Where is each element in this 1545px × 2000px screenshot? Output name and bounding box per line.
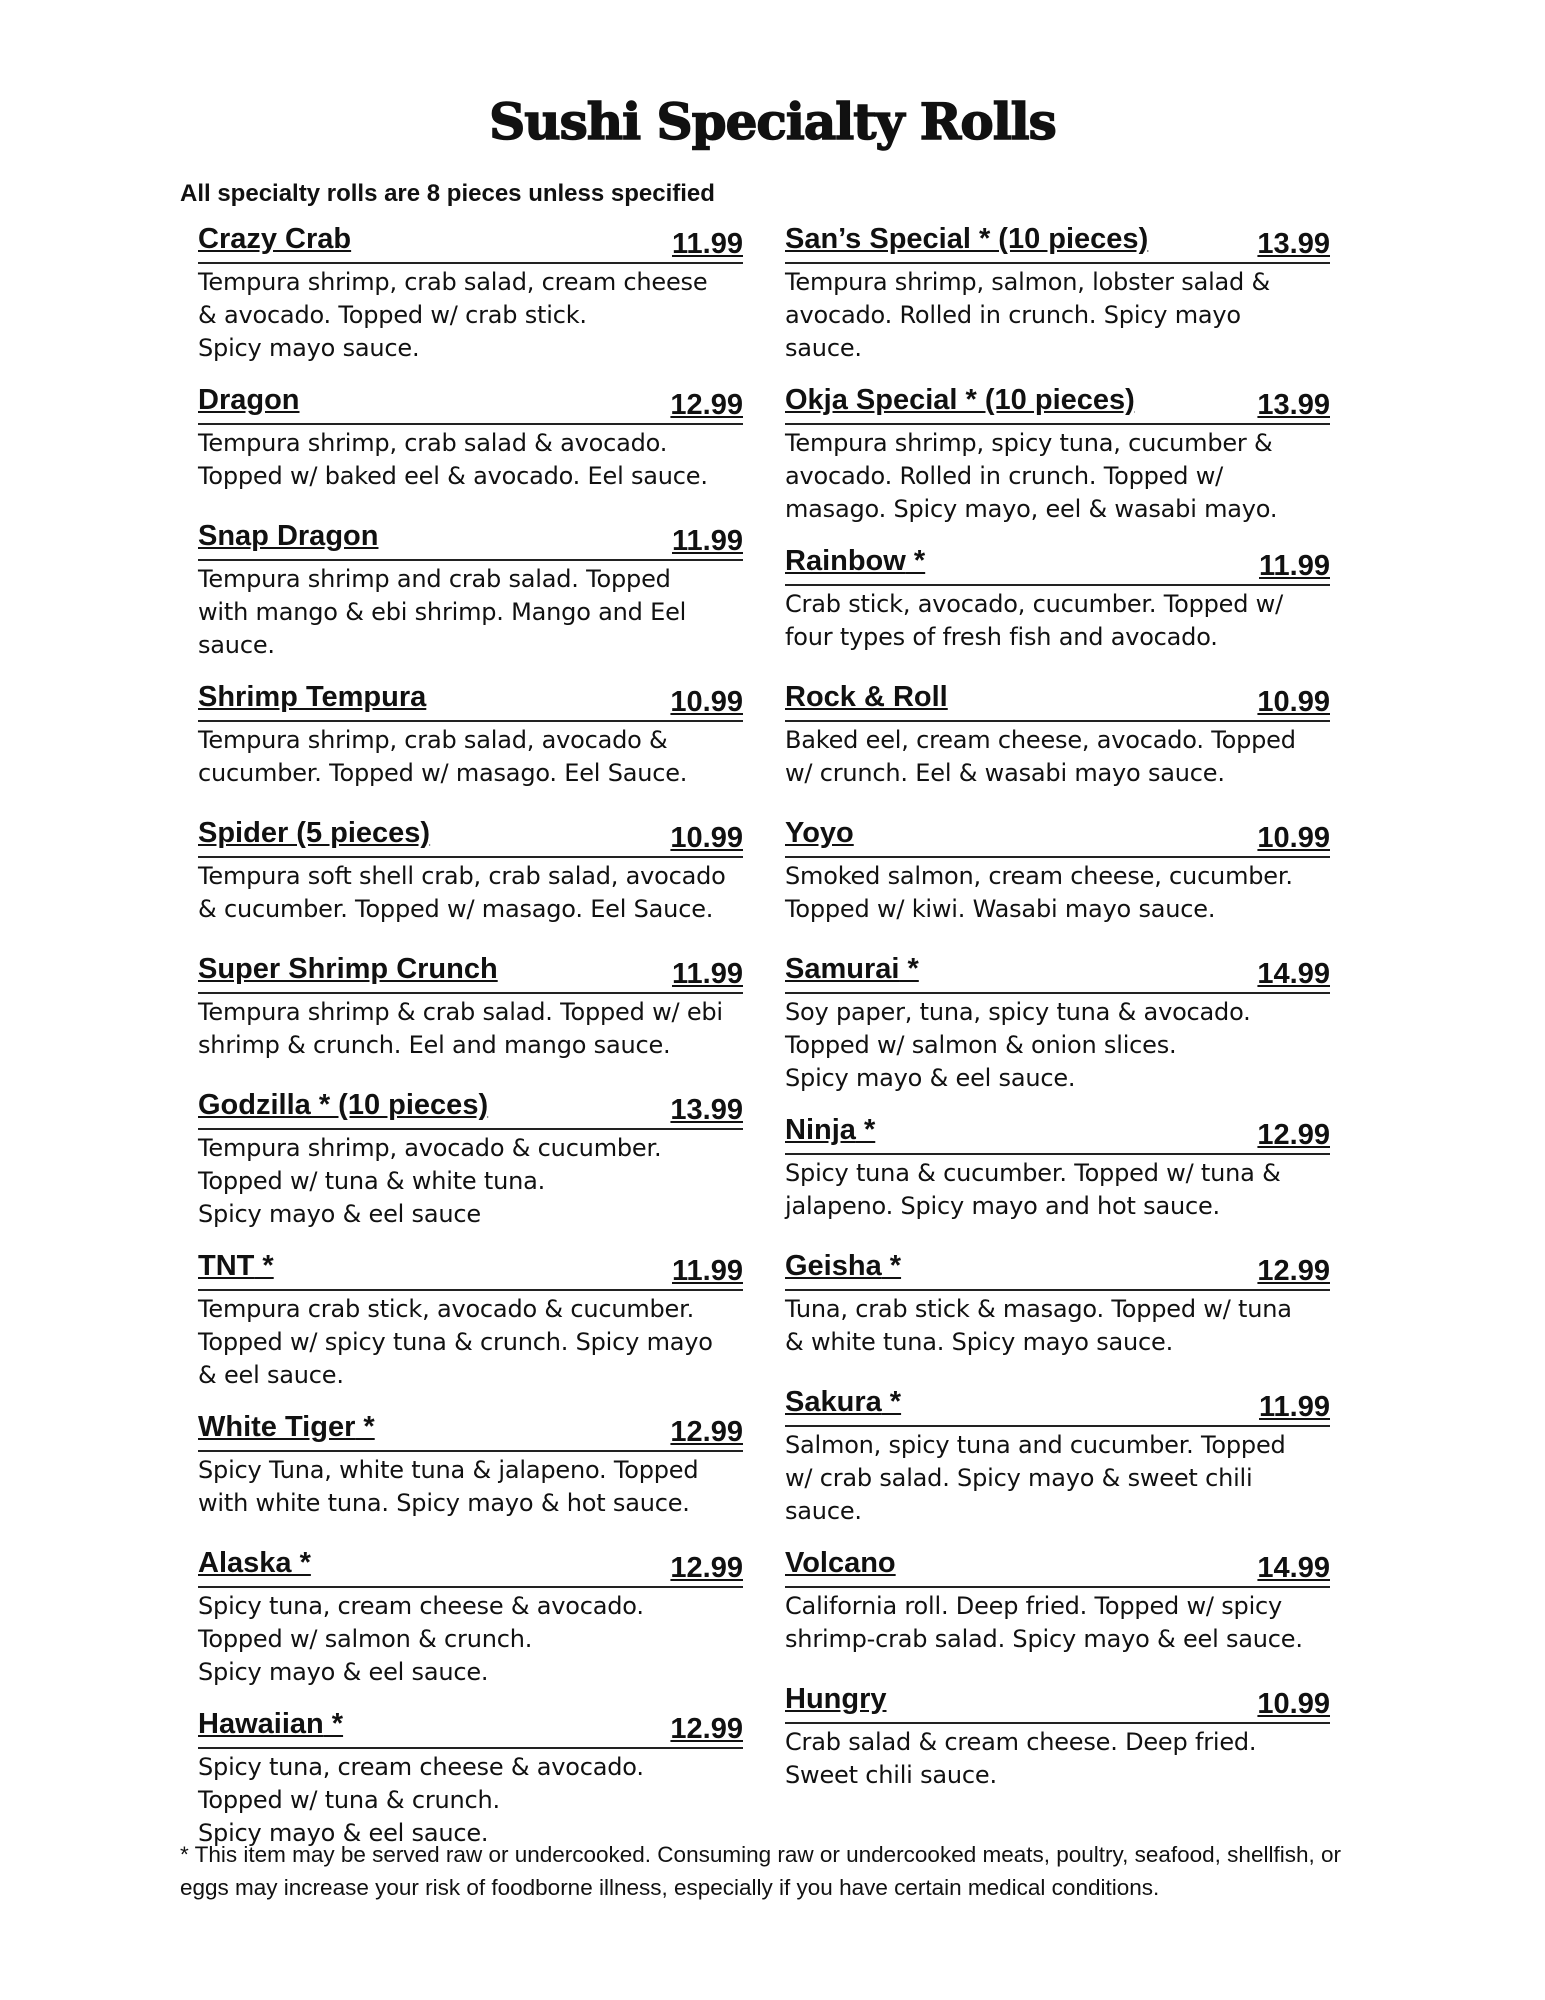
- menu-title: Sushi Specialty Rolls: [489, 92, 1056, 151]
- menu-item-description: Soy paper, tuna, spicy tuna & avocado. Topped w/ salmon & onion slices. Spicy mayo & eel sauce.: [785, 998, 1251, 1092]
- menu-item: [198, 817, 743, 926]
- menu-item-title: [198, 1409, 375, 1450]
- menu-item-name: Geisha: [785, 1250, 882, 1282]
- menu-subtitle: All specialty rolls are 8 pieces unless specified: [180, 180, 715, 207]
- menu-item-price: 13.99: [1257, 389, 1330, 421]
- raw-item-marker: *: [881, 1250, 902, 1282]
- menu-item-name: Okja Special * (10 pieces): [785, 384, 1135, 416]
- menu-item: [198, 1708, 743, 1850]
- menu-item-title: [785, 543, 925, 584]
- menu-item: [785, 545, 1330, 654]
- menu-item-description: Tempura shrimp, crab salad, cream cheese & avocado. Topped w/ crab stick. Spicy mayo sauce.: [198, 268, 708, 362]
- menu-item: [785, 1547, 1330, 1656]
- menu-item-name: Rock & Roll: [785, 681, 948, 713]
- menu-item-price: 10.99: [1257, 822, 1330, 854]
- menu-item-description: Smoked salmon, cream cheese, cucumber. Topped w/ kiwi. Wasabi mayo sauce.: [785, 862, 1293, 923]
- raw-item-marker: *: [355, 1411, 375, 1443]
- menu-item-description: Tempura shrimp, crab salad & avocado. Topped w/ baked eel & avocado. Eel sauce.: [198, 429, 708, 490]
- menu-item-header: [198, 681, 743, 722]
- menu-item-price: 14.99: [1257, 1552, 1330, 1584]
- menu-item-header: [785, 681, 1330, 722]
- menu-item-description: California roll. Deep fried. Topped w/ spicy shrimp-crab salad. Spicy mayo & eel sauce.: [785, 1592, 1303, 1653]
- menu-item-price: 12.99: [1257, 1119, 1330, 1151]
- menu-item-description: Tempura shrimp, salmon, lobster salad & avocado. Rolled in crunch. Spicy mayo sauce.: [785, 268, 1271, 362]
- menu-item-price: 11.99: [672, 525, 743, 557]
- menu-item-description: Spicy Tuna, white tuna & jalapeno. Topped with white tuna. Spicy mayo & hot sauce.: [198, 1456, 699, 1517]
- menu-item-header: [198, 1708, 743, 1749]
- menu-item-title: [198, 1706, 343, 1747]
- menu-item-price: 11.99: [672, 228, 743, 260]
- menu-item-price: 12.99: [670, 1552, 743, 1584]
- menu-item-name: Alaska: [198, 1547, 292, 1579]
- menu-item: [198, 681, 743, 790]
- menu-item-title: [198, 951, 498, 992]
- menu-item: [198, 1089, 743, 1231]
- menu-item-header: [785, 1386, 1330, 1427]
- raw-item-marker: *: [881, 1386, 902, 1418]
- menu-item-name: TNT: [198, 1250, 255, 1282]
- menu-item-title: [785, 1384, 901, 1425]
- menu-item-price: 12.99: [670, 1416, 743, 1448]
- menu-item-name: Crazy Crab: [198, 223, 352, 255]
- raw-item-marker: *: [905, 545, 926, 577]
- menu-item-header: [198, 1250, 743, 1291]
- menu-item-price: 11.99: [1259, 550, 1330, 582]
- menu-item-header: [785, 1250, 1330, 1291]
- menu-item-header: [198, 520, 743, 561]
- menu-item-name: Spider (5 pieces): [198, 817, 431, 849]
- menu-item: [785, 1683, 1330, 1792]
- menu-item-header: [198, 953, 743, 994]
- menu-item-description: Tuna, crab stick & masago. Topped w/ tuna & white tuna. Spicy mayo sauce.: [785, 1295, 1292, 1356]
- menu-item-description: Tempura soft shell crab, crab salad, avocado & cucumber. Topped w/ masago. Eel Sauce.: [198, 862, 726, 923]
- menu-item-title: [198, 679, 426, 720]
- menu-item-price: 11.99: [672, 1255, 743, 1287]
- menu-item-name: Samurai: [785, 953, 900, 985]
- menu-item-name: Super Shrimp Crunch: [198, 953, 498, 985]
- menu-item-title: [785, 221, 1148, 262]
- menu-item-header: [785, 817, 1330, 858]
- menu-item-name: Rainbow: [785, 545, 906, 577]
- menu-item: [198, 953, 743, 1062]
- raw-item-marker: *: [291, 1547, 311, 1579]
- menu-item-description: Spicy tuna & cucumber. Topped w/ tuna & jalapeno. Spicy mayo and hot sauce.: [785, 1159, 1281, 1220]
- menu-item-header: [198, 223, 743, 264]
- menu-item-description: Tempura shrimp, crab salad, avocado & cucumber. Topped w/ masago. Eel Sauce.: [198, 726, 688, 787]
- right-menu-column: [785, 223, 1330, 1822]
- menu-item-header: [198, 817, 743, 858]
- left-menu-column: [198, 223, 743, 1872]
- menu-item-description: Salmon, spicy tuna and cucumber. Topped w/ crab salad. Spicy mayo & sweet chili sauce.: [785, 1431, 1286, 1525]
- menu-item-name: Godzilla * (10 pieces): [198, 1089, 489, 1121]
- menu-item-name: Yoyo: [785, 817, 854, 849]
- menu-item-description: Crab salad & cream cheese. Deep fried. Sweet chili sauce.: [785, 1728, 1257, 1789]
- raw-item-marker: *: [899, 953, 919, 985]
- menu-item-price: 10.99: [670, 822, 743, 854]
- raw-item-marker: *: [254, 1250, 274, 1282]
- menu-item-header: [785, 1114, 1330, 1155]
- menu-item: [198, 1547, 743, 1689]
- menu-item: [785, 1250, 1330, 1359]
- menu-item-name: White Tiger: [198, 1411, 356, 1443]
- raw-item-marker: *: [855, 1114, 876, 1146]
- menu-item-title: [198, 815, 430, 856]
- menu-item-price: 10.99: [670, 686, 743, 718]
- menu-item: [785, 384, 1330, 526]
- menu-item-title: [198, 221, 351, 262]
- menu-item-title: [785, 382, 1135, 423]
- menu-item-price: 10.99: [1257, 1688, 1330, 1720]
- menu-item: [785, 817, 1330, 926]
- menu-item-title: [785, 1248, 901, 1289]
- menu-item-name: Shrimp Tempura: [198, 681, 427, 713]
- menu-item-header: [785, 223, 1330, 264]
- menu-item-description: Baked eel, cream cheese, avocado. Topped w/ crunch. Eel & wasabi mayo sauce.: [785, 726, 1296, 787]
- menu-item: [198, 520, 743, 662]
- menu-item-price: 12.99: [670, 389, 743, 421]
- menu-item: [198, 384, 743, 493]
- menu-item-name: Dragon: [198, 384, 300, 416]
- menu-item-header: [198, 1547, 743, 1588]
- menu-item: [785, 681, 1330, 790]
- menu-item-header: [198, 384, 743, 425]
- menu-item-description: Tempura crab stick, avocado & cucumber. Topped w/ spicy tuna & crunch. Spicy mayo & eel sauce.: [198, 1295, 713, 1389]
- menu-item: [785, 953, 1330, 1095]
- menu-item-price: 10.99: [1257, 686, 1330, 718]
- menu-item-price: 14.99: [1257, 958, 1330, 990]
- menu-item-price: 13.99: [1257, 228, 1330, 260]
- menu-item-name: Volcano: [785, 1547, 896, 1579]
- menu-item-description: Tempura shrimp & crab salad. Topped w/ ebi shrimp & crunch. Eel and mango sauce.: [198, 998, 723, 1059]
- menu-item-description: Tempura shrimp and crab salad. Topped with mango & ebi shrimp. Mango and Eel sauce.: [198, 565, 687, 659]
- menu-item-header: [785, 1547, 1330, 1588]
- menu-item-name: Hungry: [785, 1683, 887, 1715]
- raw-item-marker: *: [323, 1708, 344, 1740]
- menu-item-price: 11.99: [1259, 1391, 1330, 1423]
- menu-item-title: [198, 1248, 274, 1289]
- menu-item-name: Hawaiian: [198, 1708, 324, 1740]
- menu-item-price: 12.99: [670, 1713, 743, 1745]
- menu-item: [785, 1386, 1330, 1528]
- menu-item: [198, 1411, 743, 1520]
- menu-item-description: Spicy tuna, cream cheese & avocado. Topped w/ salmon & crunch. Spicy mayo & eel sauce.: [198, 1592, 644, 1686]
- menu-item-title: [198, 1545, 311, 1586]
- menu-item-header: [785, 545, 1330, 586]
- menu-item-title: [785, 815, 854, 856]
- menu-item-title: [198, 518, 378, 559]
- menu-item-description: Crab stick, avocado, cucumber. Topped w/ four types of fresh fish and avocado.: [785, 590, 1283, 651]
- menu-item-description: Tempura shrimp, avocado & cucumber. Topped w/ tuna & white tuna. Spicy mayo & eel sauce: [198, 1134, 662, 1228]
- menu-item-price: 12.99: [1257, 1255, 1330, 1287]
- menu-item-title: [785, 951, 919, 992]
- menu-item: [198, 223, 743, 365]
- menu-item: [785, 1114, 1330, 1223]
- menu-item-description: Tempura shrimp, spicy tuna, cucumber & avocado. Rolled in crunch. Topped w/ masago. Spicy mayo, eel & wasabi mayo.: [785, 429, 1278, 523]
- menu-item-title: [785, 1545, 896, 1586]
- menu-item-title: [198, 1087, 488, 1128]
- menu-item-title: [785, 1112, 875, 1153]
- menu-item-name: Snap Dragon: [198, 520, 379, 552]
- menu-item-header: [198, 1411, 743, 1452]
- menu-item-price: 13.99: [670, 1094, 743, 1126]
- menu-item: [785, 223, 1330, 365]
- menu-item-name: San’s Special * (10 pieces): [785, 223, 1149, 255]
- menu-item-name: Ninja: [785, 1114, 856, 1146]
- menu-item-header: [198, 1089, 743, 1130]
- menu-item-header: [785, 384, 1330, 425]
- menu-item-title: [785, 1681, 887, 1722]
- menu-item-name: Sakura: [785, 1386, 882, 1418]
- raw-food-disclaimer: * This item may be served raw or undercooked. Consuming raw or undercooked meats, poultry, seafood, shellfish, or eggs may increase your risk of foodborne illness, especially if you have certain medical conditions.: [180, 1842, 1341, 1900]
- menu-item-header: [785, 1683, 1330, 1724]
- menu-item-description: Spicy tuna, cream cheese & avocado. Topped w/ tuna & crunch. Spicy mayo & eel sauce.: [198, 1753, 644, 1847]
- menu-item-price: 11.99: [672, 958, 743, 990]
- menu-item: [198, 1250, 743, 1392]
- menu-item-title: [198, 382, 300, 423]
- menu-item-header: [785, 953, 1330, 994]
- menu-item-title: [785, 679, 948, 720]
